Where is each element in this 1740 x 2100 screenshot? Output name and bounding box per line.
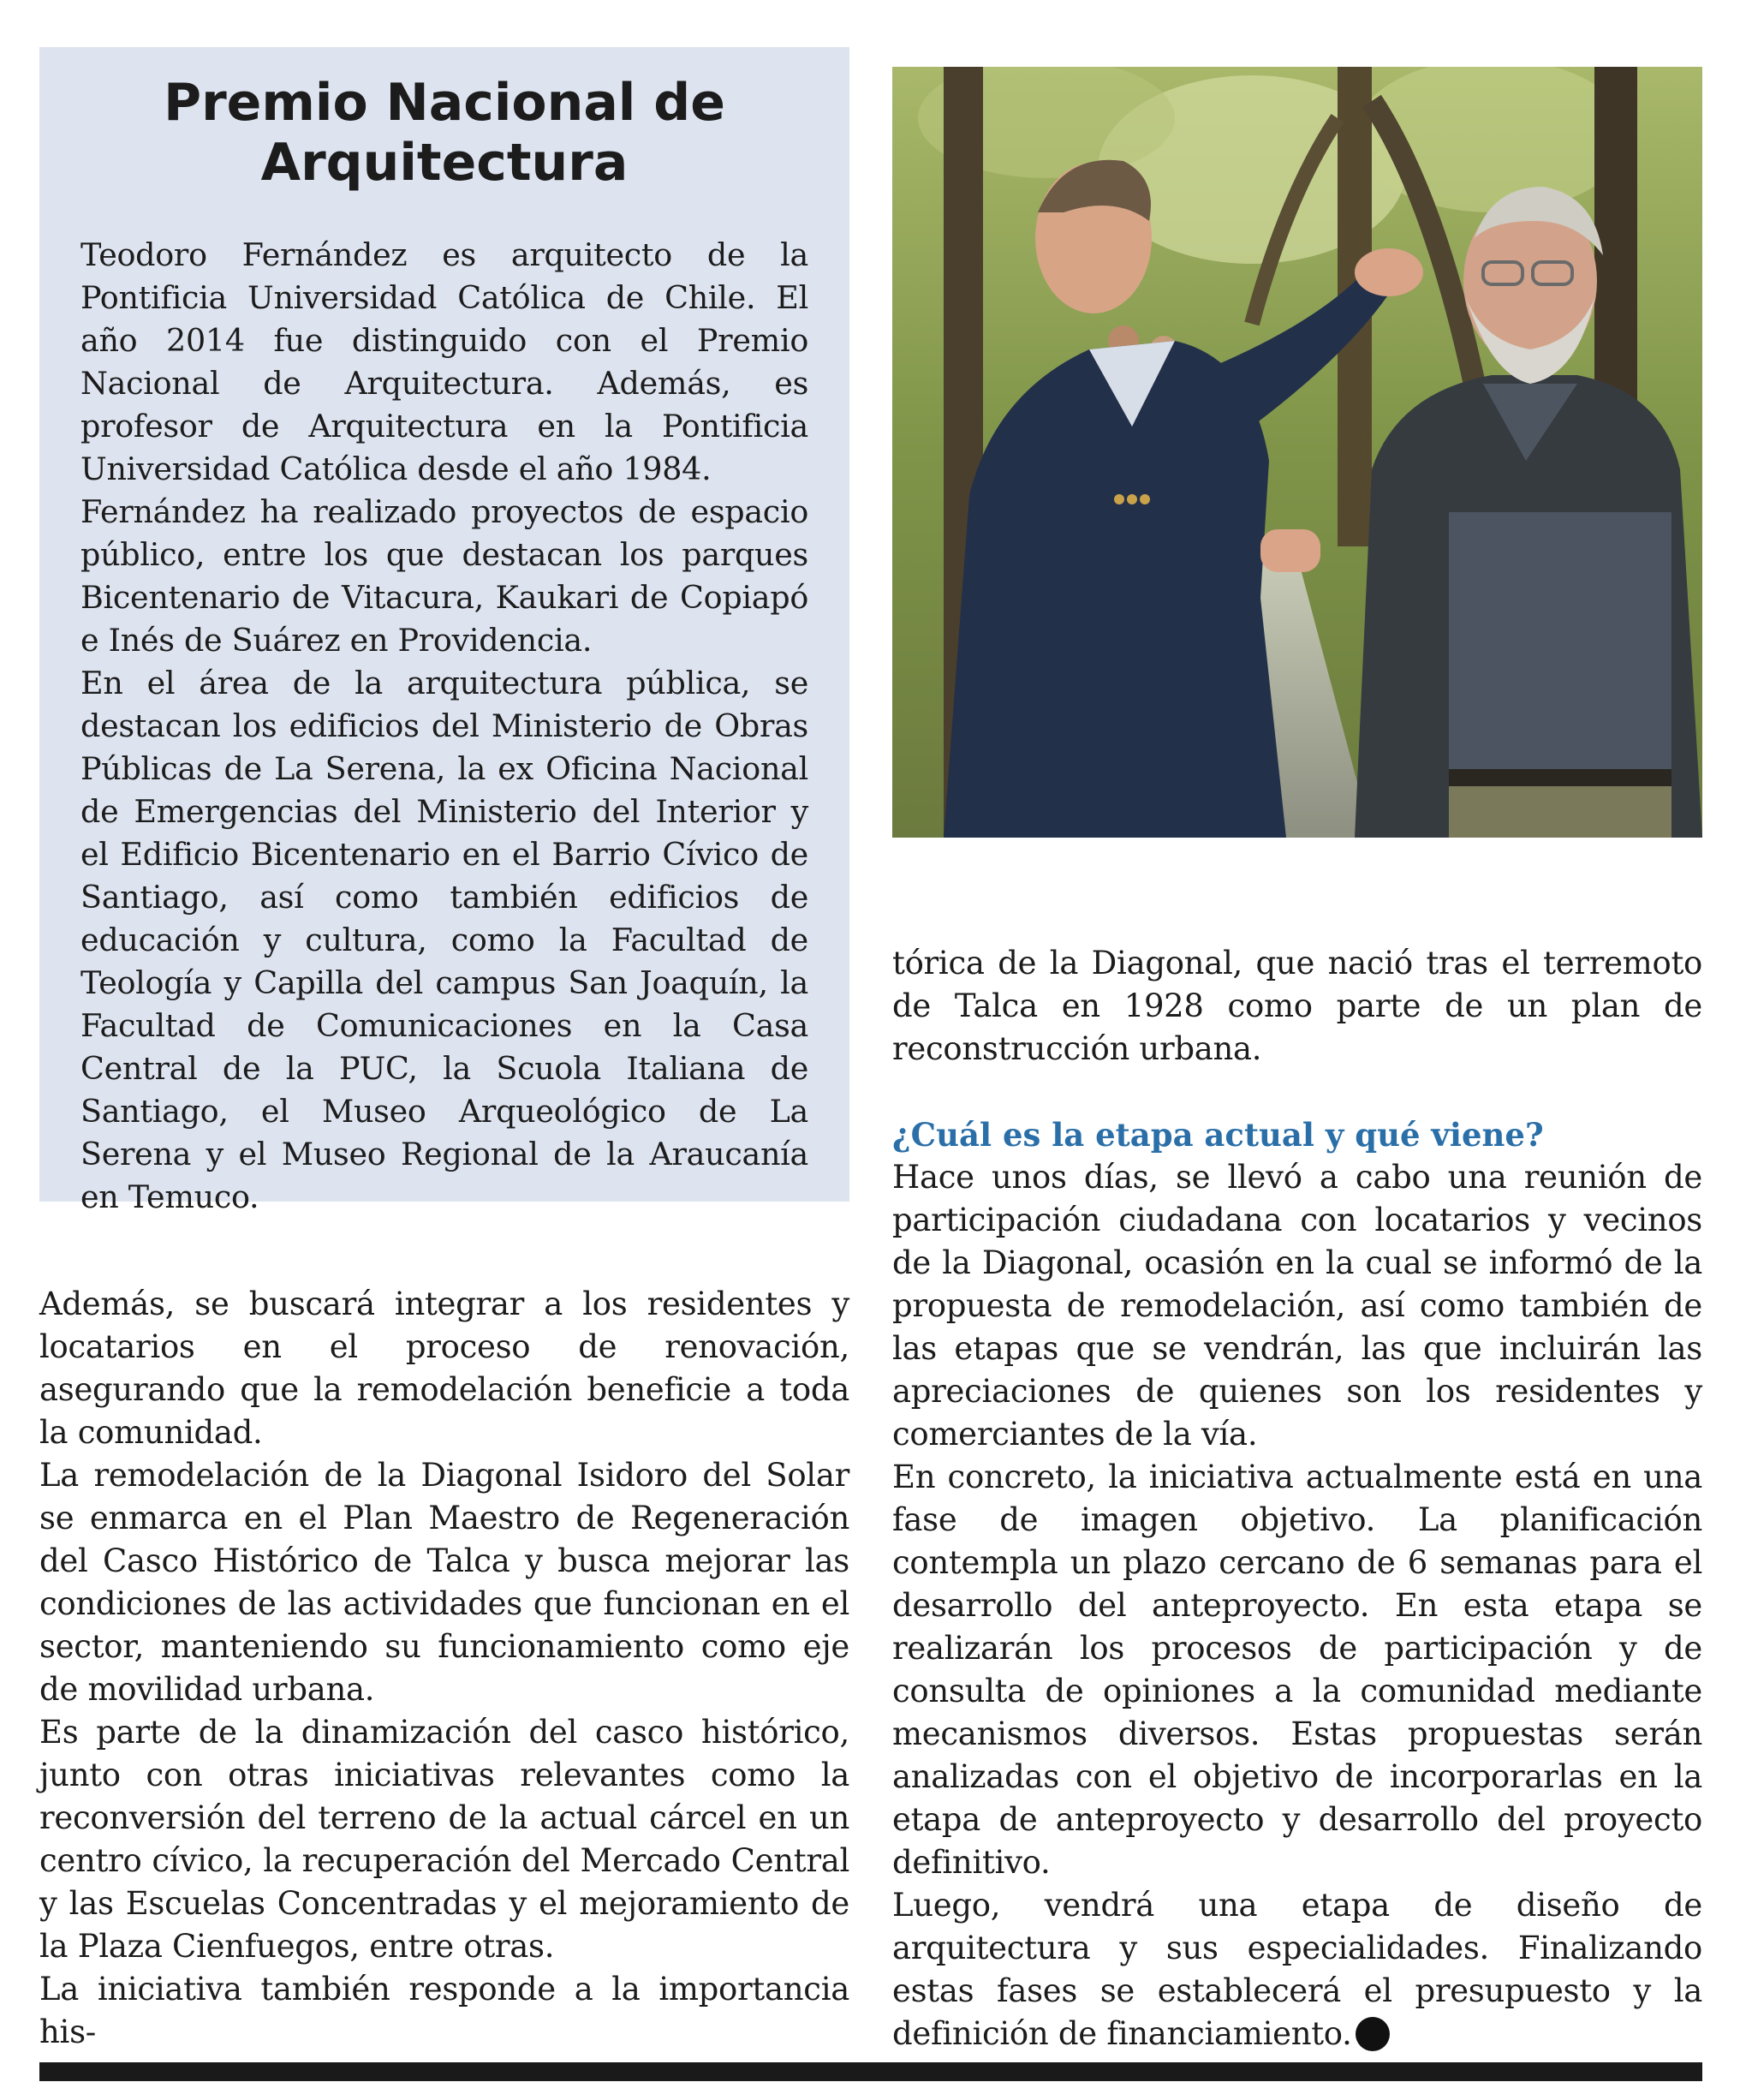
sidebar-paragraph: Teodoro Fernández es arquitecto de la Pontificia Universidad Católica de Chile. El año 2014 fue distinguido con el Premio Nacional de Arquitectura. Además, es profesor de Arquitectura en la Pontificia Universidad Católica desde el año 1984. [80,236,808,487]
body-paragraph: Hace unos días, se llevó a cabo una reunión de participación ciudadana con locatarios y vecinos de la Diagonal, ocasión en la cual se informó de la propuesta de remodelación, así como también de las etapas que se vendrán, las que incluirán las apreciaciones de quienes son los residentes y comerciantes de la vía. [892,1159,1702,1453]
body-paragraph: La iniciativa también responde a la importancia his- [39,1971,849,2050]
man-left-hand [1355,248,1423,296]
left-column [39,1283,849,2054]
sidebar-paragraph: Fernández ha realizado proyectos de espacio público, entre los que destacan los parques Bicentenario de Vitacura, Kaukari de Copiapó e Inés de Suárez en Providencia. [80,493,808,659]
sidebar-title: Premio Nacional de Arquitectura [164,73,725,193]
sidebar-paragraph: En el área de la arquitectura pública, se destacan los edificios del Ministerio de Obras Públicas de La Serena, la ex Oficina Nacional de Emergencias del Ministerio del Interior y el Edificio Bicentenario en el Barrio Cívico de Santiago, así como también edificios de educación y cultura, como la Facultad de Teología y Capilla del campus San Joaquín, la Facultad de Comunicaciones en la Casa Central de la PUC, la Scuola Italiana de Santiago, el Museo Arqueológico de La Serena y el Museo Regional de la Araucanía en Temuco. [80,665,808,1215]
section-subheading: ¿Cuál es la etapa actual y qué viene? [892,1116,1544,1154]
end-of-article-icon [1356,2017,1390,2051]
right-column-top [892,942,1702,1071]
continuation-paragraph: tórica de la Diagonal, que nació tras el terremoto de Talca en 1928 como parte de un plan de reconstrucción urbana. [892,945,1702,1067]
sidebar-body [80,234,808,1219]
right-column-bottom [892,1113,1702,2055]
body-paragraph: La remodelación de la Diagonal Isidoro del Solar se enmarca en el Plan Maestro de Regeneración del Casco Histórico de Talca y busca mejorar las condiciones de las actividades que funcionan en el sector, manteniendo su funcionamiento como eje de movilidad urbana. [39,1457,849,1708]
body-paragraph: Además, se buscará integrar a los residentes y locatarios en el proceso de renovación, asegurando que la remodelación beneficie a toda la comunidad. [39,1286,849,1451]
sidebar-box [39,47,849,1215]
final-paragraph-text: Luego, vendrá una etapa de diseño de arquitectura y sus especialidades. Finalizando estas fases se establecerá el presupuesto y la definición de financiamiento. [892,1887,1702,2052]
body-paragraph: En concreto, la iniciativa actualmente está en una fase de imagen objetivo. La planificación contempla un plazo cercano de 6 semanas para el desarrollo del anteproyecto. En esta etapa se realizarán los procesos de participación y de consulta de opiniones a la comunidad mediante mecanismos diversos. Estas propuestas serán analizadas con el objetivo de incorporarlas en la etapa de anteproyecto y desarrollo del proyecto definitivo. [892,1459,1702,1881]
photo-illustration [892,67,1702,838]
article-photo [892,67,1702,838]
body-paragraph: Es parte de la dinamización del casco histórico, junto con otras iniciativas relevantes como la reconversión del terreno de la actual cárcel en un centro cívico, la recuperación del Mercado Central y las Escuelas Concentradas y el mejoramiento de la Plaza Cienfuegos, entre otras. [39,1714,849,1965]
bottom-rule [39,2062,1702,2081]
body-paragraph [892,1884,1702,2055]
